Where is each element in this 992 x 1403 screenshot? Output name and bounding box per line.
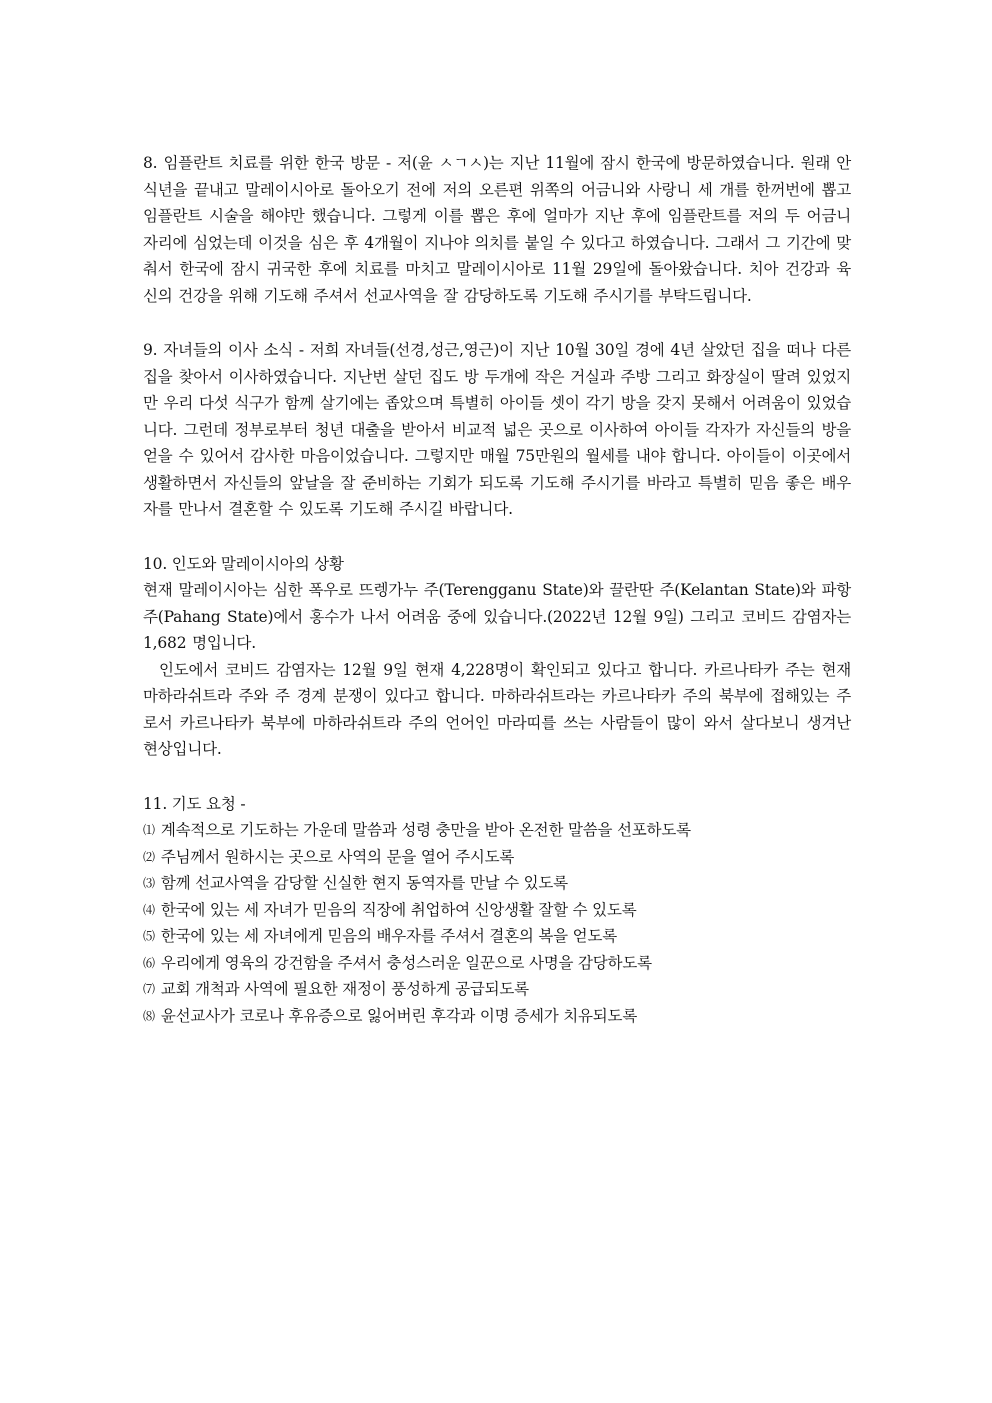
prayer-item xyxy=(143,976,851,1003)
prayer-item xyxy=(143,897,851,924)
prayer-item xyxy=(143,817,851,844)
prayer-item-number: ⑵ xyxy=(143,849,155,864)
prayer-item-number: ⑴ xyxy=(143,823,155,837)
prayer-item-number: ⑹ xyxy=(143,955,155,970)
prayer-item xyxy=(143,844,851,871)
prayer-item xyxy=(143,950,851,977)
prayer-item-text: 주님께서 원하시는 곳으로 사역의 문을 열어 주시도록 xyxy=(160,847,515,866)
prayer-item-text: 교회 개척과 사역에 필요한 재정이 풍성하게 공급되도록 xyxy=(160,980,529,998)
prayer-item-text: 한국에 있는 세 자녀가 믿음의 직장에 취업하여 신앙생활 잘할 수 있도록 xyxy=(160,900,637,919)
section-8-paragraph: 8. 임플란트 치료를 위한 한국 방문 - 저(윤 ㅅㄱㅅ)는 지난 11월에 잠시 한국에 방문하였습니다. 원래 안식년을 끝내고 말레이시아로 돌아오기 전에 저의 오른편 위쪽의 어금니와 사랑니 세 개를 한꺼번에 뽑고 임플란트 시술을 해야만 했습니다. 그렇게 이를 뽑은 후에 얼마가 지난 후에 임플란트를 저의 두 어금니 자리에 심었는데 이것을 심은 후 4개월이 지나야 의치를 붙일 수 있다고 하였습니다. 그래서 그 기간에 맞춰서 한국에 잠시 귀국한 후에 치료를 마치고 말레이시아로 11월 29일에 돌아왔습니다. 치아 건강과 육신의 건강을 위해 기도해 주셔서 선교사역을 잘 감당하도록 기도해 주시기를 부탁드립니다. xyxy=(143,154,851,305)
prayer-item-number: ⑷ xyxy=(143,902,155,917)
prayer-item xyxy=(143,870,851,897)
prayer-item-text: 윤선교사가 코로나 후유증으로 잃어버린 후각과 이명 증세가 치유되도록 xyxy=(160,1006,638,1025)
prayer-item-number: ⑶ xyxy=(143,876,155,890)
prayer-item xyxy=(143,1003,851,1030)
prayer-request-list xyxy=(143,817,851,1029)
section-11-heading: 11. 기도 요청 - xyxy=(143,794,246,813)
section-9-children-move xyxy=(143,337,851,523)
section-8-implant-visit xyxy=(143,150,851,309)
prayer-item-text: 계속적으로 기도하는 가운데 말씀과 성령 충만을 받아 온전한 말씀을 선포하도록 xyxy=(160,821,691,839)
prayer-item-number: ⑸ xyxy=(143,929,155,943)
prayer-item-number: ⑻ xyxy=(143,1008,155,1023)
document-page xyxy=(143,150,851,1057)
section-10-paragraph-malaysia: 현재 말레이시아는 심한 폭우로 뜨렝가누 주(Terengganu State)와 끌란딴 주(Kelantan State)와 파항 주(Pahang State)에서 홍수가 나서 어려움 중에 있습니다.(2022년 12월 9일) 그리고 코비드 감염자는 1,682 명입니다. xyxy=(143,581,851,652)
prayer-item xyxy=(143,923,851,950)
section-11-prayer-requests xyxy=(143,791,851,1030)
section-10-paragraph-india: 인도에서 코비드 감염자는 12월 9일 현재 4,228명이 확인되고 있다고 합니다. 카르나타카 주는 현재 마하라쉬트라 주와 주 경계 분쟁이 있다고 합니다. 마하라쉬트라는 카르나타카 주의 북부에 접해있는 주로서 카르나타카 북부에 마하라쉬트라 주의 언어인 마라띠를 쓰는 사람들이 많이 와서 살다보니 생겨난 현상입니다. xyxy=(143,660,851,758)
prayer-item-text: 함께 선교사역을 감당할 신실한 현지 동역자를 만날 수 있도록 xyxy=(160,874,568,892)
prayer-item-text: 한국에 있는 세 자녀에게 믿음의 배우자를 주셔서 결혼의 복을 얻도록 xyxy=(160,927,618,945)
section-10-india-malaysia xyxy=(143,551,851,763)
prayer-item-text: 우리에게 영육의 강건함을 주셔서 충성스러운 일꾼으로 사명을 감당하도록 xyxy=(160,953,652,972)
section-9-paragraph: 9. 자녀들의 이사 소식 - 저희 자녀들(선경,성근,영근)이 지난 10월 30일 경에 4년 살았던 집을 떠나 다른 집을 찾아서 이사하였습니다. 지난번 살던 집도 방 두개에 작은 거실과 주방 그리고 화장실이 딸려 있었지만 우리 다섯 식구가 함께 살기에는 좁았으며 특별히 아이들 셋이 각기 방을 갖지 못해서 어려움이 있었습니다. 그런데 정부로부터 청년 대출을 받아서 비교적 넓은 곳으로 이사하여 아이들 각자가 자신들의 방을 얻을 수 있어서 감사한 마음이었습니다. 그렇지만 매월 75만원의 월세를 내야 합니다. 아이들이 이곳에서 생활하면서 자신들의 앞날을 잘 준비하는 기회가 되도록 기도해 주시기를 바라고 특별히 믿음 좋은 배우자를 만나서 결혼할 수 있도록 기도해 주시길 바랍니다. xyxy=(143,341,851,518)
section-10-heading: 10. 인도와 말레이시아의 상황 xyxy=(143,554,344,573)
prayer-item-number: ⑺ xyxy=(143,982,155,996)
